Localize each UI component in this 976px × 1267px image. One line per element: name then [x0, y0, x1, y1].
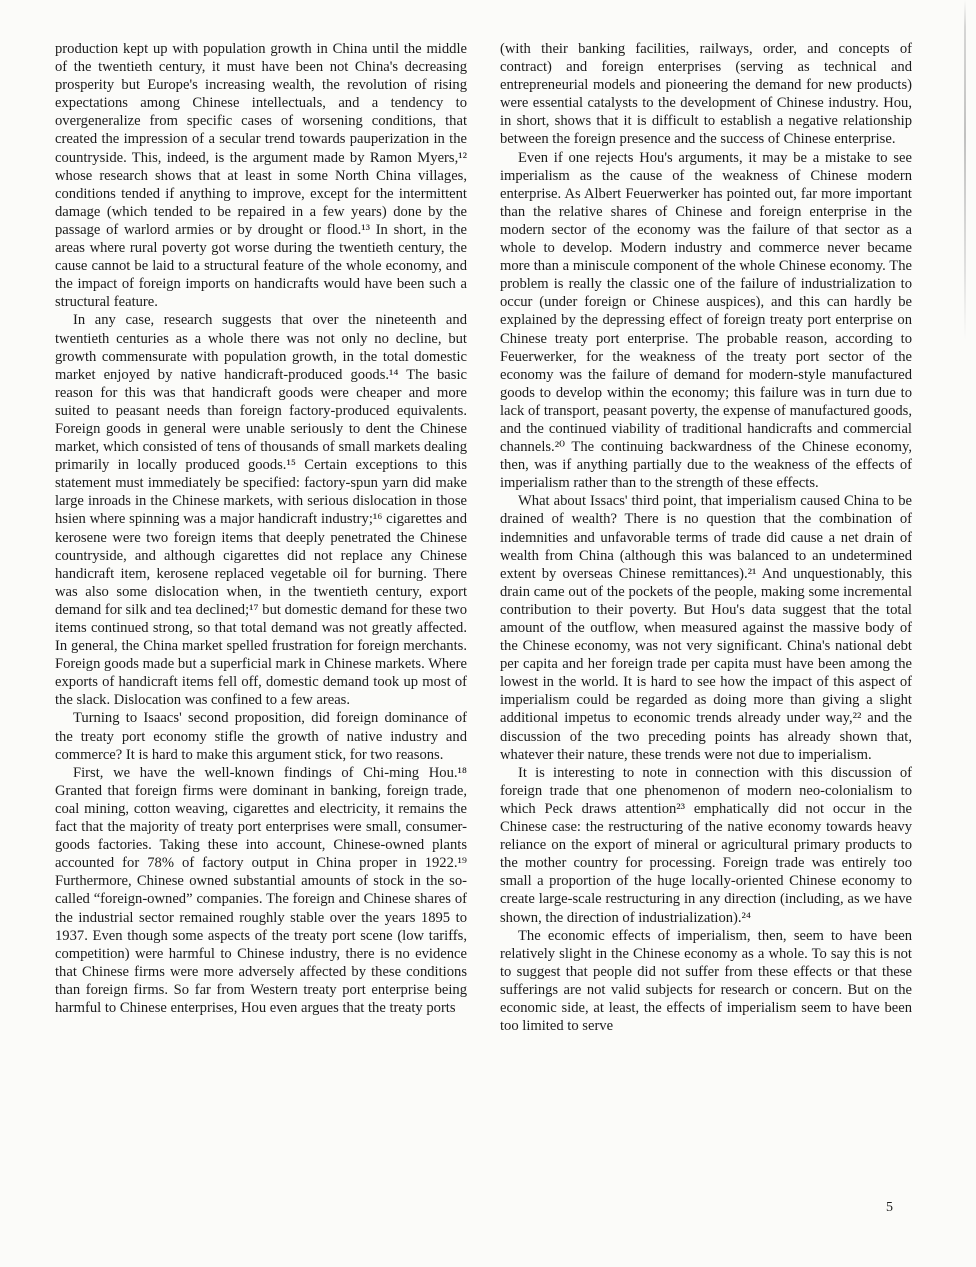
- binding-edge-mark: [964, 0, 966, 340]
- left-column: [55, 40, 467, 1017]
- right-column: [500, 40, 912, 1035]
- paragraph: What about Issacs' third point, that imperialism caused China to be drained of wealth? There is no question that the combination of indemnities and unfavorable terms of trade did cause a net drain of wealth from China (although this was balanced to an undetermined extent by overseas Chinese remittances).²¹ And unquestionably, this drain came out of the pockets of the people, making some incremental contribution to their poverty. But Hou's data suggest that the total amount of the outflow, when measured against the massive body of the Chinese economy, was not very significant. China's national debt per capita and her foreign trade per capita must have been among the lowest in the world. It is hard to see how the impact of this aspect of imperialism could be regarded as doing more than giving a slight additional impetus to economic trends already under way,²² and the discussion of the two preceding points has already shown that, whatever their nature, these trends were not due to imperialism.: [500, 493, 912, 763]
- page-number: 5: [886, 1200, 893, 1215]
- paragraph: Turning to Isaacs' second proposition, did foreign dominance of the treaty port economy stifle the growth of native industry and commerce? It is hard to make this argument stick, for two reasons.: [55, 710, 467, 763]
- paragraph: In any case, research suggests that over the nineteenth and twentieth centuries as a whole there was not only no decline, but growth commensurate with population growth, in the total domestic market enjoyed by native handicraft-produced goods.¹⁴ The basic reason for this was that handicraft goods were cheaper and more suited to peasant needs than foreign factory-produced equivalents. Foreign goods in general were unable seriously to dent the Chinese market, which consisted of tens of thousands of small markets dealing primarily in locally produced goods.¹⁵ Certain exceptions to this statement must immediately be specified: factory-spun yarn did make large inroads in the Chinese markets, with serious dislocation in those hsien where spinning was a major handicraft industry;¹⁶ cigarettes and kerosene were two foreign items that deeply penetrated the Chinese countryside, and although cigarettes did not replace any Chinese handicraft item, kerosene replaced vegetable oil for burning. There was also some dislocation when, in the twentieth century, export demand for silk and tea declined;¹⁷ but domestic demand for these two items continued strong, so that total demand was not greatly affected. In general, the China market spelled frustration for foreign merchants. Foreign goods made but a superficial mark in Chinese markets. Where exports of handicraft items fell off, domestic demand took up most of the slack. Dislocation was confined to a few areas.: [55, 312, 467, 709]
- paragraph: (with their banking facilities, railways, order, and concepts of contract) and foreign enterprises (serving as technical and entrepreneurial models and pioneering the demand for new products) were essential catalysts to the development of Chinese industry. Hou, in short, shows that it is difficult to establish a negative relationship between the foreign presence and the success of Chinese enterprise.: [500, 41, 912, 148]
- paragraph: First, we have the well-known findings of Chi-ming Hou.¹⁸ Granted that foreign firms were dominant in banking, foreign trade, coal mining, cotton weaving, cigarettes and electricity, it remains the fact that the majority of treaty port enterprises were small, consumer-goods factories. Taking these into account, Chinese-owned plants accounted for 78% of factory output in China proper in 1922.¹⁹ Furthermore, Chinese owned substantial amounts of stock in the so-called “foreign-owned” companies. The foreign and Chinese shares of the industrial sector remained roughly stable over the years 1895 to 1937. Even though some aspects of the treaty port scene (low tariffs, competition) were harmful to Chinese industry, there is no evidence that Chinese firms were more adversely affected by these conditions than foreign firms. So far from Western treaty port enterprise being harmful to Chinese enterprises, Hou even argues that the treaty ports: [55, 764, 467, 1016]
- paragraph: production kept up with population growth in China until the middle of the twentieth century, it must have been not China's decreasing prosperity but Europe's increasing wealth, the revolution of rising expectations among Chinese intellectuals, and a tendency to overgeneralize from specific cases of worsening conditions, that created the impression of a secular trend towards pauperization in the countryside. This, indeed, is the argument made by Ramon Myers,¹² whose research shows that at least in some North China villages, conditions tended if anything to improve, except for the intermittent damage (which tended to be repaired in a few years) done by the passage of warlord armies or by drought or flood.¹³ In short, in the areas where rural poverty got worse during the twentieth century, the cause cannot be laid to a structural feature of the whole economy, and the impact of foreign imports on handicrafts would have been such a structural feature.: [55, 41, 467, 311]
- paragraph: The economic effects of imperialism, then, seem to have been relatively slight in the Chinese economy as a whole. To say this is not to suggest that people did not suffer from these effects or that these sufferings are not valid subjects for research or concern. But on the economic side, at least, the effects of imperialism seem to have been too limited to serve: [500, 927, 912, 1035]
- paragraph: Even if one rejects Hou's arguments, it may be a mistake to see imperialism as the cause of the weakness of Chinese modern enterprise. As Albert Feuerwerker has pointed out, far more important than the relative shares of Chinese and foreign enterprise in the modern sector of the economy was the failure of that sector as a whole to develop. Modern industry and commerce never became more than a miniscule component of the whole Chinese economy. The problem is really the classic one of the failure of industrialization to occur (under foreign or Chinese auspices), and this can hardly be explained by the depressing effect of foreign treaty port enterprise on Chinese treaty port enterprise. The probable reason, according to Feuerwerker, for the weakness of the treaty port sector of the economy was the failure of demand for modern-style manufactured goods to develop within the economy; this failure was in turn due to lack of transport, peasant poverty, the expense of manufactured goods, and the continued viability of traditional handicrafts and commercial channels.²⁰ The continuing backwardness of the Chinese economy, then, was if anything partially due to the weakness of the effects of imperialism rather than to the strength of these effects.: [500, 149, 912, 492]
- paragraph: It is interesting to note in connection with this discussion of foreign trade that one phenomenon of modern neo-colonialism to which Peck draws attention²³ emphatically did not occur in the Chinese case: the restructuring of the native economy towards heavy reliance on the export of mineral or agricultural primary products to the mother country for processing. Foreign trade was entirely too small a proportion of the huge locally-oriented Chinese economy to create large-scale restructuring in any direction (including, as we have shown, the direction of industrialization).²⁴: [500, 764, 912, 926]
